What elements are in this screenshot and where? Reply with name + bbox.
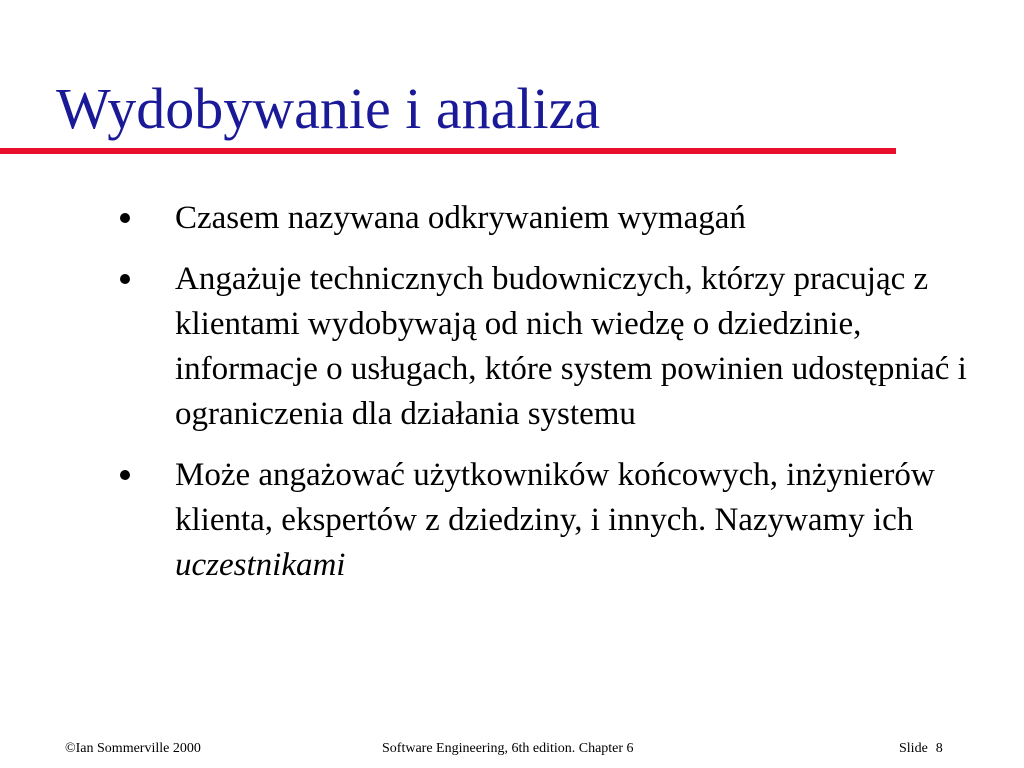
- bullet-item: [120, 453, 1000, 588]
- title-underline: [0, 148, 896, 154]
- bullet-text: Może angażować użytkowników końcowych, inżynierów klienta, ekspertów z dziedziny, i innych. Nazywamy ich: [175, 457, 935, 538]
- footer-slide-number: [899, 741, 943, 757]
- bullet-text: Czasem nazywana odkrywaniem wymagań: [175, 200, 746, 236]
- slide-number: 8: [935, 741, 943, 756]
- bullet-item: [120, 257, 1000, 437]
- bullet-dot-icon: [120, 470, 130, 480]
- footer-book-title: Software Engineering, 6th edition. Chapter 6: [382, 741, 634, 756]
- bullet-text: Angażuje technicznych budowniczych, którzy pracując z klientami wydobywają od nich wiedzę o dziedzinie, informacje o usługach, które system powinien udostępniać i ograniczenia dla działania systemu: [175, 261, 967, 432]
- bullet-list: [120, 196, 1000, 604]
- bullet-dot-icon: [120, 213, 130, 223]
- bullet-emphasis: uczestnikami: [175, 547, 346, 583]
- bullet-item: [120, 196, 1000, 241]
- footer-copyright: ©Ian Sommerville 2000: [65, 741, 201, 756]
- bullet-dot-icon: [120, 274, 130, 284]
- slide-title: Wydobywanie i analiza: [56, 76, 601, 141]
- slide-label: Slide: [899, 741, 928, 756]
